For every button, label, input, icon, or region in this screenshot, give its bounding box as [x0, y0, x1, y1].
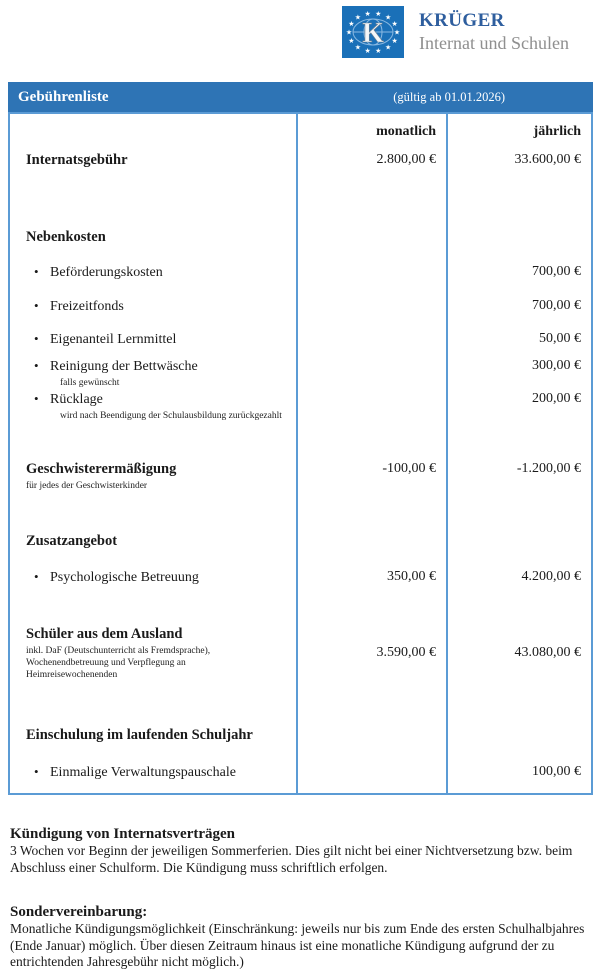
row-label: Rücklage: [50, 392, 103, 407]
company-logo: [342, 6, 404, 63]
logo-letter: K: [362, 18, 384, 49]
row-yearly: 700,00 €: [532, 264, 581, 279]
bullet-icon: •: [34, 764, 39, 779]
bullet-icon: •: [34, 391, 39, 406]
row-monthly: [296, 725, 446, 746]
svg-text:★: ★: [384, 13, 392, 22]
row-yearly: [446, 531, 591, 552]
footer-notes: [8, 825, 593, 971]
table-row: [10, 567, 591, 588]
svg-text:★: ★: [391, 20, 398, 29]
special-agreement-section: [10, 903, 593, 971]
table-row: [10, 150, 591, 171]
section-heading: Sondervereinbarung:: [10, 904, 148, 920]
column-divider: [446, 114, 448, 793]
row-monthly: 2.800,00 €: [376, 152, 436, 167]
col-header-empty: [10, 122, 296, 142]
validity-date: (gültig ab 01.01.2026): [393, 89, 505, 104]
row-yearly: -1.200,00 €: [516, 461, 581, 476]
row-monthly: 3.590,00 €: [376, 644, 436, 660]
table-row: [10, 459, 591, 492]
row-note: wird nach Beendigung der Schulausbildung zurückgezahlt: [60, 411, 282, 421]
row-label: Freizeitfonds: [50, 299, 124, 314]
table-row: [10, 624, 591, 681]
table-header-row: [10, 114, 591, 142]
row-monthly: 350,00 €: [387, 569, 436, 584]
section-body: Monatliche Kündigungsmöglichkeit (Einschränkung: jeweils nur bis zum Ende des ersten Schulhalbjahres (Ende Januar) möglich. Über diesen Zeitraum hinaus ist eine monatliche Kündigung aufgrund der zu entrichtenden Jahresgebühr nicht möglich.): [10, 921, 585, 969]
table-row: [10, 227, 591, 248]
logo-icon: [342, 6, 404, 58]
row-monthly: [296, 227, 446, 248]
table-row: [10, 356, 591, 389]
col-header-yearly: jährlich: [533, 124, 581, 139]
row-monthly: -100,00 €: [382, 461, 436, 476]
bullet-icon: •: [34, 569, 39, 584]
row-label: Reinigung der Bettwäsche: [50, 359, 198, 374]
svg-text:★: ★: [348, 20, 355, 29]
row-yearly: 700,00 €: [532, 298, 581, 313]
table-row: [10, 389, 591, 422]
row-label: Nebenkosten: [26, 229, 106, 245]
table-row: [10, 296, 591, 317]
svg-text:★: ★: [345, 28, 353, 37]
title-bar: [8, 82, 593, 112]
svg-text:★: ★: [354, 43, 362, 52]
row-monthly: [296, 389, 446, 422]
svg-text:★: ★: [391, 36, 398, 45]
row-yearly: 300,00 €: [532, 358, 581, 373]
row-label: Zusatzangebot: [26, 533, 118, 549]
row-label: Geschwisterermäßigung: [26, 461, 177, 477]
svg-text:★: ★: [375, 47, 382, 55]
table-row: [10, 329, 591, 350]
column-divider: [296, 114, 298, 793]
brand-subtitle: Internat und Schulen: [419, 33, 569, 53]
bullet-icon: •: [34, 264, 39, 279]
fee-rows: [10, 150, 591, 783]
row-label: Eigenanteil Lernmittel: [50, 332, 177, 347]
row-monthly: [296, 262, 446, 283]
row-yearly: 43.080,00 €: [514, 644, 581, 660]
svg-text:★: ★: [364, 47, 371, 55]
brand-name: KRÜGER: [419, 10, 505, 31]
page-title: Gebührenliste: [18, 88, 109, 105]
row-note: inkl. DaF (Deutschunterricht als Fremdsprache), Wochenendbetreuung und Verpflegung an Heimreisewochenenden: [26, 646, 211, 680]
row-yearly: 100,00 €: [532, 764, 581, 779]
svg-text:★: ★: [375, 10, 382, 18]
row-label: Schüler aus dem Ausland: [26, 626, 183, 642]
brand-text: [419, 6, 569, 55]
row-note: für jedes der Geschwisterkinder: [26, 481, 148, 491]
row-yearly: 33.600,00 €: [514, 152, 581, 167]
svg-text:★: ★: [364, 10, 371, 18]
row-monthly: [296, 762, 446, 783]
col-header-monthly: monatlich: [376, 124, 436, 139]
row-label: Internatsgebühr: [26, 152, 128, 168]
svg-text:★: ★: [384, 43, 392, 52]
row-label: Psychologische Betreuung: [50, 570, 199, 585]
bullet-icon: •: [34, 331, 39, 346]
row-monthly: [296, 329, 446, 350]
table-row: [10, 762, 591, 783]
row-monthly: [296, 296, 446, 317]
fee-table: [8, 112, 593, 795]
row-yearly: [446, 227, 591, 248]
row-label: Einschulung im laufenden Schuljahr: [26, 727, 253, 743]
row-yearly: 4.200,00 €: [521, 569, 581, 584]
bullet-icon: •: [34, 358, 39, 373]
svg-text:★: ★: [348, 36, 355, 45]
section-heading: Kündigung von Internatsverträgen: [10, 826, 236, 842]
termination-section: [10, 825, 593, 876]
svg-text:★: ★: [393, 28, 401, 37]
section-body: 3 Wochen vor Beginn der jeweiligen Sommerferien. Dies gilt nicht bei einer Nichtversetzung bzw. beim Abschluss einer Schulform. Die Kündigung muss schriftlich erfolgen.: [10, 843, 573, 875]
table-row: [10, 531, 591, 552]
table-row: [10, 262, 591, 283]
row-monthly: [296, 356, 446, 389]
bullet-icon: •: [34, 298, 39, 313]
row-monthly: [296, 531, 446, 552]
row-label: Einmalige Verwaltungspauschale: [50, 765, 236, 780]
row-note: falls gewünscht: [60, 378, 120, 388]
row-yearly: 200,00 €: [532, 391, 581, 406]
svg-text:★: ★: [354, 13, 362, 22]
letterhead: [342, 0, 593, 72]
row-label: Beförderungskosten: [50, 265, 163, 280]
row-yearly: [446, 725, 591, 746]
row-yearly: 50,00 €: [539, 331, 581, 346]
table-row: [10, 725, 591, 746]
